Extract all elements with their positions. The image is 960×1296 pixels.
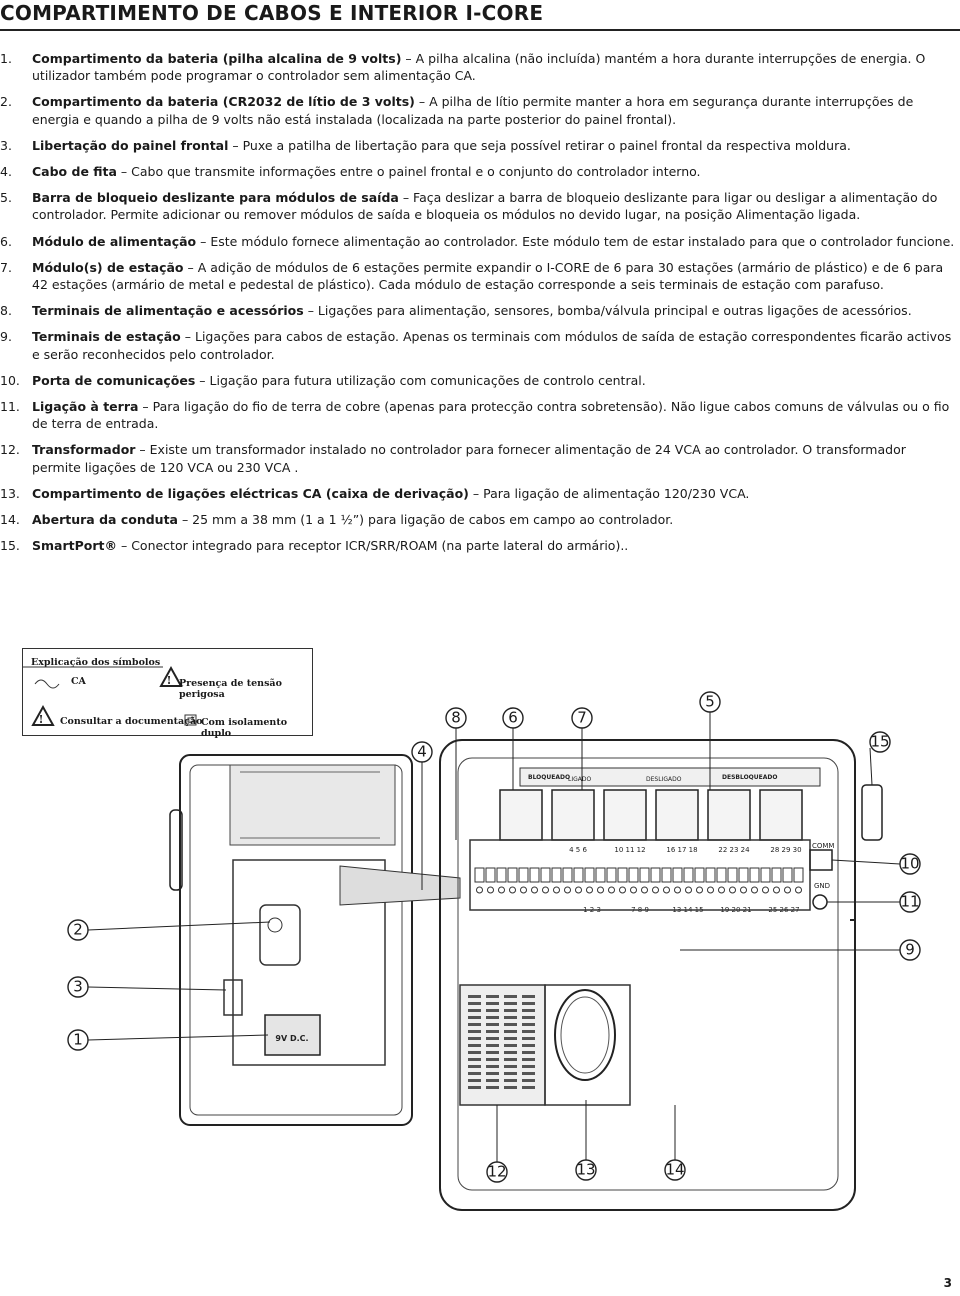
- terminal-screw: [565, 887, 571, 893]
- screw-terminal: [728, 868, 737, 882]
- item-description: – Para ligação de alimentação 120/230 VCA.: [468, 485, 750, 501]
- leader-line: [870, 748, 872, 785]
- terminal-screw: [664, 887, 670, 893]
- vent-slot: [504, 1072, 517, 1075]
- vent-slot: [504, 1030, 517, 1033]
- item-term: Compartimento da bateria (CR2032 de lítio de 3 volts): [32, 94, 415, 110]
- vent-slot: [522, 1009, 535, 1012]
- terminal-screw: [796, 887, 802, 893]
- label-ligado: LIGADO: [568, 776, 592, 783]
- terminal-number-label: 19 20 21: [720, 906, 752, 914]
- terminal-screw: [543, 887, 549, 893]
- svg-text:!: !: [38, 713, 44, 726]
- vent-slot: [468, 1044, 481, 1047]
- terminal-screw: [576, 887, 582, 893]
- item-term: Módulo de alimentação: [32, 233, 197, 249]
- screw-terminal: [794, 868, 803, 882]
- item-body: [32, 441, 958, 475]
- callout-number: 7: [577, 708, 587, 727]
- module-number-label: 4 5 6: [569, 846, 587, 854]
- vent-slot: [504, 1023, 517, 1026]
- screw-terminal: [596, 868, 605, 882]
- terminal-screw: [697, 887, 703, 893]
- terminal-screw: [554, 887, 560, 893]
- list-item: [0, 189, 958, 223]
- item-description: – Conector integrado para receptor ICR/SRR/ROAM (na parte lateral do armário)..: [117, 538, 629, 554]
- screw-terminal: [629, 868, 638, 882]
- vent-slot: [486, 1065, 499, 1068]
- screw-terminal: [585, 868, 594, 882]
- vent-slot: [468, 1072, 481, 1075]
- list-item: [0, 372, 958, 389]
- item-number: 6.: [0, 233, 12, 249]
- vent-slot: [504, 1079, 517, 1082]
- numbered-item-list: [0, 50, 958, 563]
- vent-slot: [504, 1009, 517, 1012]
- list-item: [0, 50, 958, 84]
- legend-double-insulation-label: Com isolamento duplo: [201, 717, 288, 739]
- vent-slot: [468, 1079, 481, 1082]
- item-description: – Existe um transformador instalado no controlador para fornecer alimentação de 24 VCA ao controlador. O transformador permite ligações de 120 VCA ou 230 VCA .: [32, 442, 906, 475]
- vent-slot: [486, 1044, 499, 1047]
- item-term: Porta de comunicações: [32, 372, 196, 388]
- vent-slot: [486, 995, 499, 998]
- terminal-screw: [730, 887, 736, 893]
- list-item: [0, 259, 958, 293]
- vent-slot: [468, 995, 481, 998]
- vent-slot: [468, 1086, 481, 1089]
- terminal-screw: [719, 887, 725, 893]
- item-term: Libertação do painel frontal: [32, 137, 229, 153]
- legend-ac-label: CA: [71, 676, 86, 687]
- item-body: [32, 511, 958, 528]
- leader-line: [88, 987, 226, 990]
- vent-slot: [486, 1002, 499, 1005]
- screw-terminal: [508, 868, 517, 882]
- label-comm: COMM: [812, 842, 835, 850]
- item-body: [32, 485, 958, 502]
- vent-slot: [522, 1051, 535, 1054]
- callout-number: 14: [665, 1160, 685, 1179]
- vent-slot: [486, 1058, 499, 1061]
- ac-icon: [35, 680, 59, 688]
- list-item: [0, 328, 958, 362]
- svg-text:!: !: [166, 674, 172, 687]
- item-description: – A pilha de lítio permite manter a hora em segurança durante interrupções de energia e quando a pilha de 9 volts não está instalada (localizada na parte posterior do painel frontal).: [32, 94, 914, 127]
- terminal-screw: [708, 887, 714, 893]
- vent-slot: [486, 1009, 499, 1012]
- item-number: 11.: [0, 399, 20, 415]
- module-row: [475, 790, 803, 914]
- list-item: [0, 233, 958, 250]
- comm-port: [810, 850, 832, 870]
- vent-slot: [486, 1072, 499, 1075]
- item-number: 2.: [0, 94, 12, 110]
- vent-slot: [504, 1058, 517, 1061]
- callout-number: 5: [705, 692, 715, 711]
- item-term: Abertura da conduta: [32, 512, 178, 528]
- item-description: – Puxe a patilha de libertação para que seja possível retirar o painel frontal da respectiva moldura.: [228, 137, 851, 153]
- vent-slot: [486, 1037, 499, 1040]
- terminal-number-label: 13 14 15: [672, 906, 704, 914]
- item-number: 8.: [0, 303, 12, 319]
- vent-slot: [522, 1023, 535, 1026]
- screw-terminal: [640, 868, 649, 882]
- module-number-label: 22 23 24: [718, 846, 750, 854]
- leader-line: [88, 1035, 268, 1040]
- callout-number: 2: [73, 920, 83, 939]
- terminal-screw: [532, 887, 538, 893]
- vent-slot: [522, 1037, 535, 1040]
- item-term: Ligação à terra: [32, 399, 139, 415]
- screw-terminal: [475, 868, 484, 882]
- terminal-screw: [763, 887, 769, 893]
- screw-terminal: [662, 868, 671, 882]
- terminal-screw: [642, 887, 648, 893]
- terminal-screw: [620, 887, 626, 893]
- item-body: [32, 50, 958, 84]
- terminal-number-label: 7 8 9: [631, 906, 649, 914]
- terminal-screw: [686, 887, 692, 893]
- screw-terminal: [717, 868, 726, 882]
- vent-slot: [522, 1044, 535, 1047]
- output-module: [708, 790, 750, 840]
- label-bloqueado: BLOQUEADO: [528, 774, 571, 781]
- screw-terminal: [563, 868, 572, 882]
- screw-terminal: [761, 868, 770, 882]
- item-number: 12.: [0, 442, 20, 458]
- item-number: 1.: [0, 51, 12, 66]
- terminal-screw: [488, 887, 494, 893]
- label-desbloqueado: DESBLOQUEADO: [722, 774, 778, 781]
- vent-slot: [486, 1016, 499, 1019]
- screw-terminal: [530, 868, 539, 882]
- output-module: [604, 790, 646, 840]
- vent-slot: [504, 1051, 517, 1054]
- list-item: [0, 537, 958, 554]
- screw-terminal: [519, 868, 528, 882]
- callout-number: 13: [576, 1160, 596, 1179]
- vent-slot: [486, 1079, 499, 1082]
- terminal-screw: [510, 887, 516, 893]
- terminal-screw: [587, 887, 593, 893]
- screw-terminal: [739, 868, 748, 882]
- screw-terminal: [651, 868, 660, 882]
- controller-diagram: [0, 690, 960, 1250]
- vent-slot: [468, 1037, 481, 1040]
- terminal-number-label: 25 26 27: [768, 906, 800, 914]
- terminal-screw: [653, 887, 659, 893]
- item-term: Cabo de fita: [32, 164, 117, 180]
- screw-terminal: [750, 868, 759, 882]
- vent-slot: [522, 1065, 535, 1068]
- list-item: [0, 441, 958, 475]
- list-item: [0, 485, 958, 502]
- callout-number: 11: [900, 892, 920, 911]
- list-item: [0, 137, 958, 154]
- callout-number: 4: [417, 742, 427, 761]
- vent-slot: [522, 1072, 535, 1075]
- item-number: 13.: [0, 485, 20, 501]
- screw-terminal: [772, 868, 781, 882]
- screw-terminal: [618, 868, 627, 882]
- screw-terminal: [574, 868, 583, 882]
- item-description: – Faça deslizar a barra de bloqueio deslizante para ligar ou desligar a alimentação do controlador. Permite adicionar ou remover módulos de saída e bloqueia os módulos no devido lugar, na posição Alimentação ligada.: [32, 190, 938, 223]
- item-description: – Ligações para alimentação, sensores, bomba/válvula principal e outras ligações de acessórios.: [303, 303, 912, 319]
- vent-slot: [468, 1016, 481, 1019]
- list-item: [0, 93, 958, 127]
- screw-terminal: [541, 868, 550, 882]
- item-description: – Cabo que transmite informações entre o painel frontal e o conjunto do controlador interno.: [116, 164, 701, 180]
- smartport: [862, 785, 882, 840]
- vent-slot: [468, 1051, 481, 1054]
- module-number-label: 28 29 30: [770, 846, 802, 854]
- item-body: [32, 259, 958, 293]
- item-description: – Ligação para futura utilização com comunicações de controlo central.: [195, 372, 646, 388]
- output-module: [500, 790, 542, 840]
- item-term: Terminais de alimentação e acessórios: [32, 303, 304, 319]
- item-description: – Para ligação do fio de terra de cobre (apenas para protecção contra sobretensão). Não ligue cabos comuns de válvulas ou o fio de terra de entrada.: [32, 399, 950, 432]
- vent-slot: [504, 1065, 517, 1068]
- vent-slot: [486, 1030, 499, 1033]
- item-description: – Ligações para cabos de estação. Apenas os terminais com módulos de saída de estação correspondentes ficarão activos e serão reconhecidos pelo controlador.: [32, 329, 952, 362]
- callout-number: 15: [870, 732, 890, 751]
- vent-slot: [468, 1065, 481, 1068]
- item-body: [32, 398, 958, 432]
- vent-slot: [486, 1023, 499, 1026]
- list-item: [0, 398, 958, 432]
- screw-terminal: [497, 868, 506, 882]
- vent-slot: [504, 1086, 517, 1089]
- terminal-screw: [609, 887, 615, 893]
- item-body: [32, 372, 958, 389]
- vent-slot: [468, 1058, 481, 1061]
- vent-slot: [522, 1030, 535, 1033]
- junction-box: [545, 985, 630, 1105]
- legend-hazard-label: Presença de tensão perigosa: [179, 678, 282, 700]
- callout-number: 6: [508, 708, 518, 727]
- module-number-label: 16 17 18: [666, 846, 698, 854]
- item-term: Transformador: [32, 442, 136, 458]
- vent-slot: [504, 1037, 517, 1040]
- terminal-screw: [521, 887, 527, 893]
- item-term: Terminais de estação: [32, 329, 181, 345]
- legend-title: Explicação dos símbolos: [31, 657, 161, 668]
- item-number: 3.: [0, 137, 12, 153]
- list-item: [0, 302, 958, 319]
- vent-slot: [468, 1023, 481, 1026]
- vent-slot: [522, 1058, 535, 1061]
- item-number: 10.: [0, 372, 20, 388]
- module-number-label: 10 11 12: [614, 846, 646, 854]
- battery-label: 9V D.C.: [275, 1034, 309, 1043]
- screw-terminal: [706, 868, 715, 882]
- item-description: – 25 mm a 38 mm (1 a 1 ½”) para ligação de cabos em campo ao controlador.: [177, 512, 674, 528]
- terminal-screw: [752, 887, 758, 893]
- item-body: [32, 233, 958, 250]
- vent-slot: [522, 995, 535, 998]
- output-module: [760, 790, 802, 840]
- terminal-screw: [477, 887, 483, 893]
- terminal-screw: [785, 887, 791, 893]
- item-description: – Este módulo fornece alimentação ao controlador. Este módulo tem de estar instalado para que o controlador funcione.: [196, 233, 955, 249]
- terminal-screw: [499, 887, 505, 893]
- screw-terminal: [684, 868, 693, 882]
- list-item: [0, 163, 958, 180]
- item-body: [32, 93, 958, 127]
- vent-slot: [504, 1016, 517, 1019]
- screw-terminal: [783, 868, 792, 882]
- list-item: [0, 511, 958, 528]
- screw-terminal: [673, 868, 682, 882]
- callout-number: 8: [451, 708, 461, 727]
- item-number: 7.: [0, 259, 12, 275]
- vent-slot: [468, 1009, 481, 1012]
- legend-docs-label: Consultar a documentação: [60, 716, 203, 727]
- item-term: Barra de bloqueio deslizante para módulos de saída: [32, 190, 399, 206]
- page-title: COMPARTIMENTO DE CABOS E INTERIOR I-CORE: [0, 1, 544, 25]
- vent-slot: [522, 1016, 535, 1019]
- item-body: [32, 537, 958, 554]
- item-term: Compartimento de ligações eléctricas CA (caixa de derivação): [32, 485, 469, 501]
- screw-terminal: [486, 868, 495, 882]
- callout-number: 10: [900, 854, 920, 873]
- terminal-screw: [774, 887, 780, 893]
- vent-slot: [504, 1044, 517, 1047]
- item-description: – A adição de módulos de 6 estações permite expandir o I-CORE de 6 para 30 estações (armário de plástico) e de 6 para 42 estações (armário de metal e pedestal de plástico). Cada módulo de estação corresponde a seis terminais de estação com parafuso.: [32, 259, 944, 293]
- vent-slot: [468, 1030, 481, 1033]
- item-number: 14.: [0, 512, 20, 528]
- item-number: 4.: [0, 164, 12, 180]
- item-body: [32, 302, 958, 319]
- item-number: 5.: [0, 190, 12, 206]
- callout-number: 3: [73, 977, 83, 996]
- terminal-number-label: 1 2 3: [583, 906, 601, 914]
- item-body: [32, 163, 958, 180]
- item-body: [32, 137, 958, 154]
- terminal-screw: [741, 887, 747, 893]
- item-description: – A pilha alcalina (não incluída) mantém a hora durante interrupções de energia. O utilizador também pode programar o controlador sem alimentação CA.: [32, 51, 926, 84]
- vent-slot: [522, 1079, 535, 1082]
- ground-lug: [813, 895, 827, 909]
- callout-number: 1: [73, 1030, 83, 1049]
- vent-slot: [504, 1002, 517, 1005]
- title-rule: [0, 29, 960, 31]
- vent-slot: [522, 1086, 535, 1089]
- item-body: [32, 328, 958, 362]
- ribbon-cable: [340, 866, 460, 905]
- terminal-screw: [631, 887, 637, 893]
- item-term: Módulo(s) de estação: [32, 259, 184, 275]
- callout-number: 9: [905, 940, 915, 959]
- screw-terminal: [607, 868, 616, 882]
- item-body: [32, 189, 958, 223]
- screw-terminal: [695, 868, 704, 882]
- output-module: [552, 790, 594, 840]
- item-term: SmartPort®: [32, 538, 117, 554]
- leader-line: [832, 860, 900, 864]
- vent-slot: [486, 1051, 499, 1054]
- screw-terminal: [552, 868, 561, 882]
- page-number: 3: [943, 1276, 952, 1290]
- vent-slot: [504, 995, 517, 998]
- vent-slot: [522, 1002, 535, 1005]
- label-desligado: DESLIGADO: [646, 776, 682, 783]
- label-gnd: GND: [814, 882, 831, 890]
- vent-slot: [468, 1002, 481, 1005]
- item-number: 9.: [0, 329, 12, 345]
- terminal-screw: [675, 887, 681, 893]
- item-term: Compartimento da bateria (pilha alcalina de 9 volts): [32, 51, 402, 66]
- output-module: [656, 790, 698, 840]
- callout-number: 12: [487, 1162, 507, 1181]
- terminal-screw: [598, 887, 604, 893]
- vent-slot: [486, 1086, 499, 1089]
- item-number: 15.: [0, 538, 20, 554]
